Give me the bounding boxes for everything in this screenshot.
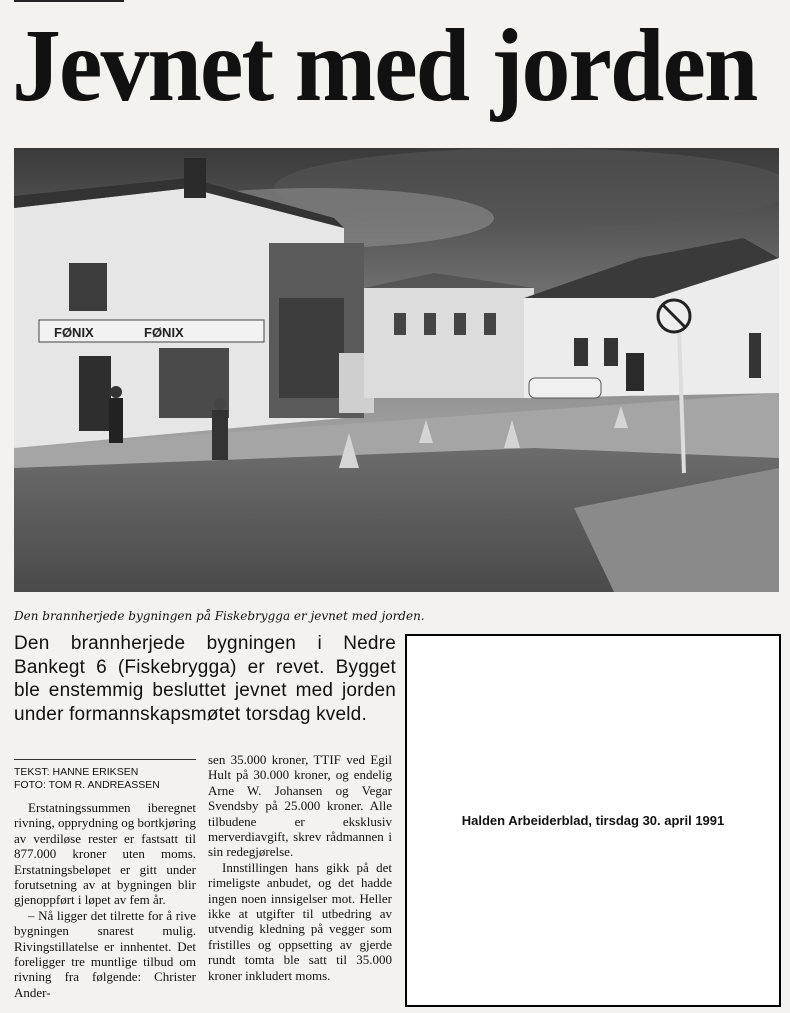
shop-sign-2: FØNIX [144,325,184,340]
byline-photo-author: FOTO: TOM R. ANDREASSEN [14,779,160,791]
byline-text-author: TEKST: HANNE ERIKSEN [14,766,139,778]
lead-paragraph: Den brannherjede bygningen i Nedre Bankegt 6 (Fiskebrygga) er revet. Bygget ble enstemmig besluttet jevnet med jorden under formannskapsmøtet torsdag kveld. [14,633,396,725]
photo-caption: Den brannherjede bygningen på Fiskebrygga er jevnet med jorden. [14,609,425,623]
paragraph: Erstatningssummen iberegnet rivning, opprydning og bortkjøring av verdiløse rester er fastsatt til 877.000 kroner uten moms. Erstatningsbeløpet er gitt under forutsetning av at bygningen blir gjenoppført i løpet av fem år. [14,800,196,908]
byline [14,766,204,792]
paragraph: Innstillingen hans gikk på det rimeligste anbudet, og det hadde ingen noen innsigelser mot. Heller ikke at utgifter til utbedring av utvendig kledning på vegger som fristilles og oppsetting av gjerde rundt tomta ble satt til 35.000 kroner inkludert moms. [208,859,392,983]
top-rule [14,0,124,2]
body-column-2 [208,752,392,983]
news-photo [14,148,779,592]
body-column-1 [14,800,196,1000]
paragraph: – Nå ligger det tilrette for å rive bygningen snarest mulig. Rivingstillatelse er innhentet. Det foreligger tre muntlige tilbud om rivning fra følgende: Christer Ander- [14,907,196,1000]
shop-sign-1: FØNIX [54,325,94,340]
byline-rule [14,759,196,760]
source-box [405,634,781,1007]
source-citation: Halden Arbeiderblad, tirsdag 30. april 1991 [461,813,725,828]
headline: Jevnet med jorden [12,8,757,123]
photo-illustration [14,148,779,592]
paragraph: sen 35.000 kroner, TTIF ved Egil Hult på 30.000 kroner, og endelig Arne W. Johansen og Vegar Svendsby på 25.000 kroner. Alle tilbudene er eksklusiv merverdiavgift, skrev rådmannen i sin redegjørelse. [208,752,392,860]
